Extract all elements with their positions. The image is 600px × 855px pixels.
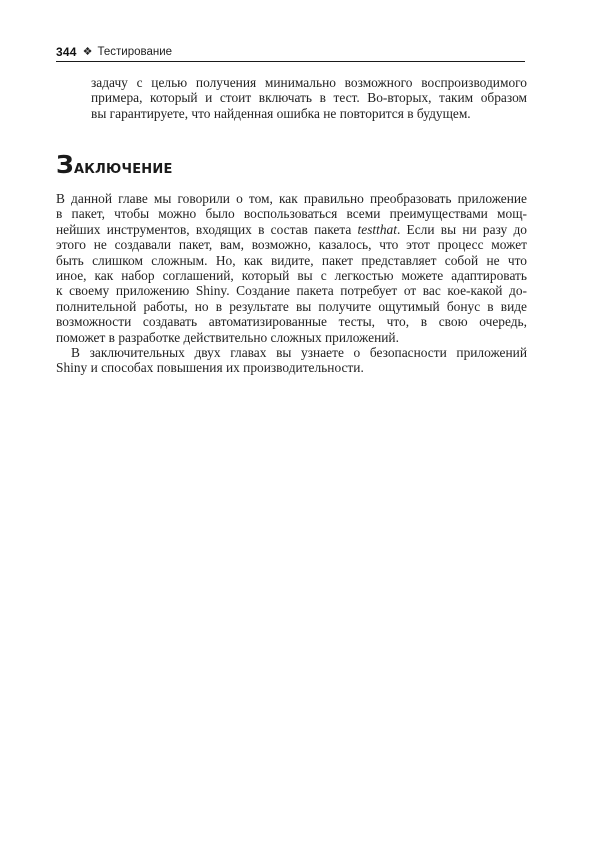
text-line: Shiny и способах повышения их производительности. <box>56 360 364 376</box>
chapter-title: Тестирование <box>97 46 173 58</box>
text-span: . Если вы ни разу до <box>396 221 528 237</box>
page-number: 344 <box>56 45 77 59</box>
text-line: к своему приложению Shiny. Создание пакета потребует от вас кое-какой до- <box>56 283 527 299</box>
text-line: В данной главе мы говорили о том, как правильно преобразовать приложение <box>56 191 527 206</box>
paragraph <box>56 191 527 345</box>
conclusion-body <box>56 191 527 376</box>
text-line: поможет в разработке действительно сложных приложений. <box>56 329 399 345</box>
text-line: вы гарантируете, что найденная ошибка не повторится в будущем. <box>91 105 471 121</box>
text-span: нейших инструментов, входящих в состав пакета <box>56 221 358 237</box>
heading-initial: З <box>56 150 74 179</box>
text-line: этого не создавали пакет, вам, возможно, казалось, что этот процесс может <box>56 237 527 253</box>
ornament-icon: ❖ <box>82 46 93 58</box>
text-line-with-italic <box>56 222 527 237</box>
text-line: быть слишком сложным. Но, как видите, пакет представляет собой не что <box>56 252 527 268</box>
running-header <box>56 43 525 62</box>
text-line: возможности создавать автоматизированные тесты, что, в свою очередь, <box>56 314 527 330</box>
text-line: В заключительных двух главах вы узнаете о безопасности приложений <box>71 345 527 361</box>
text-line: задачу с целью получения минимально возможного воспроизводимого <box>91 75 527 90</box>
heading-rest: аключение <box>73 156 173 178</box>
package-name: testthat <box>357 221 397 237</box>
text-line: иное, как набор соглашений, который вы с легкостью можете адаптировать <box>56 268 527 284</box>
text-line: полнительной работы, но в результате вы получите ощутимый бонус в виде <box>56 298 527 314</box>
paragraph <box>56 345 527 376</box>
text-line: примера, который и стоит включать в тест. Во-вторых, таким образом <box>91 90 527 106</box>
continued-paragraph <box>91 75 527 121</box>
text-line: в пакет, чтобы можно было воспользоваться всеми преимуществами мощ- <box>56 206 527 222</box>
section-heading <box>56 152 173 180</box>
